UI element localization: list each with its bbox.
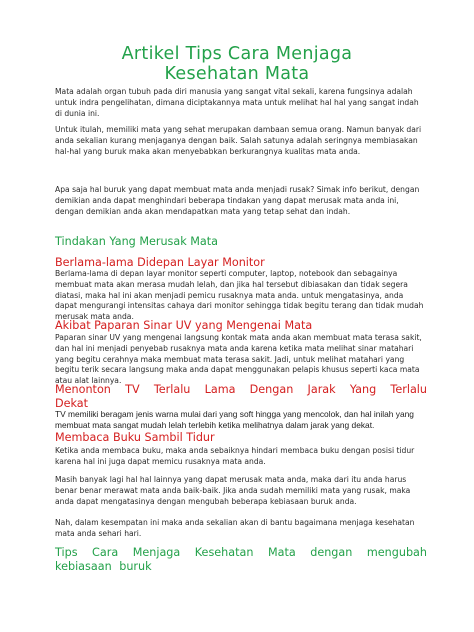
closing-paragraph-1: Masih banyak lagi hal hal lainnya yang dapat merusak mata anda, maka dari itu anda harus benar benar merawat mata anda baik-baik. Jika anda sudah memiliki mata yang rusak, maka anda dapat mengatasinya dengan mengubah beberapa kebiasaan buruk anda. (55, 475, 411, 506)
item-heading-layar-monitor: Berlama-lama Didepan Layar Monitor (55, 256, 265, 269)
item-heading-menonton-tv: Menonton TV Terlalu Lama Dengan Jarak Yang Terlalu Dekat (55, 383, 427, 410)
item-text-membaca-buku: Ketika anda membaca buku, maka anda sebaiknya hindari membaca buku dengan posisi tidur karena hal ini juga dapat memicu rusaknya mata anda. (55, 446, 415, 466)
intro-paragraph-3: Apa saja hal buruk yang dapat membuat mata anda menjadi rusak? Simak info berikut, dengan demikian anda dapat menghindari beberapa tindakan yang dapat merusak mata anda ini, dengan demikian anda akan mendapatkan mata yang tetap sehat dan indah. (55, 185, 420, 217)
intro-paragraph-1: Mata adalah organ tubuh pada diri manusia yang sangat vital sekali, karena fungsinya adalah untuk indra pengelihatan, dimana diciptakannya mata untuk melihat hal hal yang sangat indah di dunia ini. (55, 87, 419, 119)
title-line-1: Artikel Tips Cara Menjaga (121, 44, 353, 64)
item-heading-membaca-buku: Membaca Buku Sambil Tidur (55, 431, 215, 444)
section-heading-tips: Tips Cara Menjaga Kesehatan Mata dengan mengubah kebiasaan buruk (55, 546, 427, 573)
closing-paragraph-2: Nah, dalam kesempatan ini maka anda sekalian akan di bantu bagaimana menjaga kesehatan mata anda sehari hari. (55, 518, 415, 538)
item-text-layar-monitor: Berlama-lama di depan layar monitor seperti computer, laptop, notebook dan sebagainya membuat mata akan merasa mudah lelah, dan jika hal tersebut dibiasakan dan tidak segera diatasi, maka hal ini akan menjadi pemicu rusaknya mata anda. untuk mengatasinya, anda dapat mengurangi intensitas cahaya dari monitor sehingga tidak begitu terang dan tidak mudah merusak mata anda. (55, 269, 424, 322)
title-line-2: Kesehatan Mata (164, 64, 310, 84)
intro-paragraph-2: Untuk itulah, memiliki mata yang sehat merupakan dambaan semua orang. Namun banyak dari anda sekalian kurang menjaganya dengan baik. Salah satunya adalah seringnya membiasakan hal-hal yang buruk maka akan menyebabkan berkurangnya kualitas mata anda. (55, 125, 422, 157)
item-text-sinar-uv: Paparan sinar UV yang mengenai langsung kontak mata anda akan membuat mata terasa sakit, dan hal ini menjadi penyebab rusaknya mata anda karena ketika mata melihat sinar matahari yang begitu cerahnya maka membuat mata terasa sakit. Jadi, untuk melihat matahari yang begitu terik secara langsung maka anda dapat menggunakan pelapis khusus seperti kaca mata atau alat lainnya. (55, 333, 422, 386)
article-title (30, 44, 444, 84)
section-heading-tindakan: Tindakan Yang Merusak Mata (55, 235, 219, 248)
item-heading-sinar-uv: Akibat Paparan Sinar UV yang Mengenai Mata (55, 319, 313, 332)
item-text-menonton-tv: TV memiliki beragam jenis warna mulai dari yang soft hingga yang mencolok, dan hal inilah yang membuat mata sangat mudah lelah terlebih ketika melihatnya dalam jarak yang dekat. (55, 409, 414, 430)
